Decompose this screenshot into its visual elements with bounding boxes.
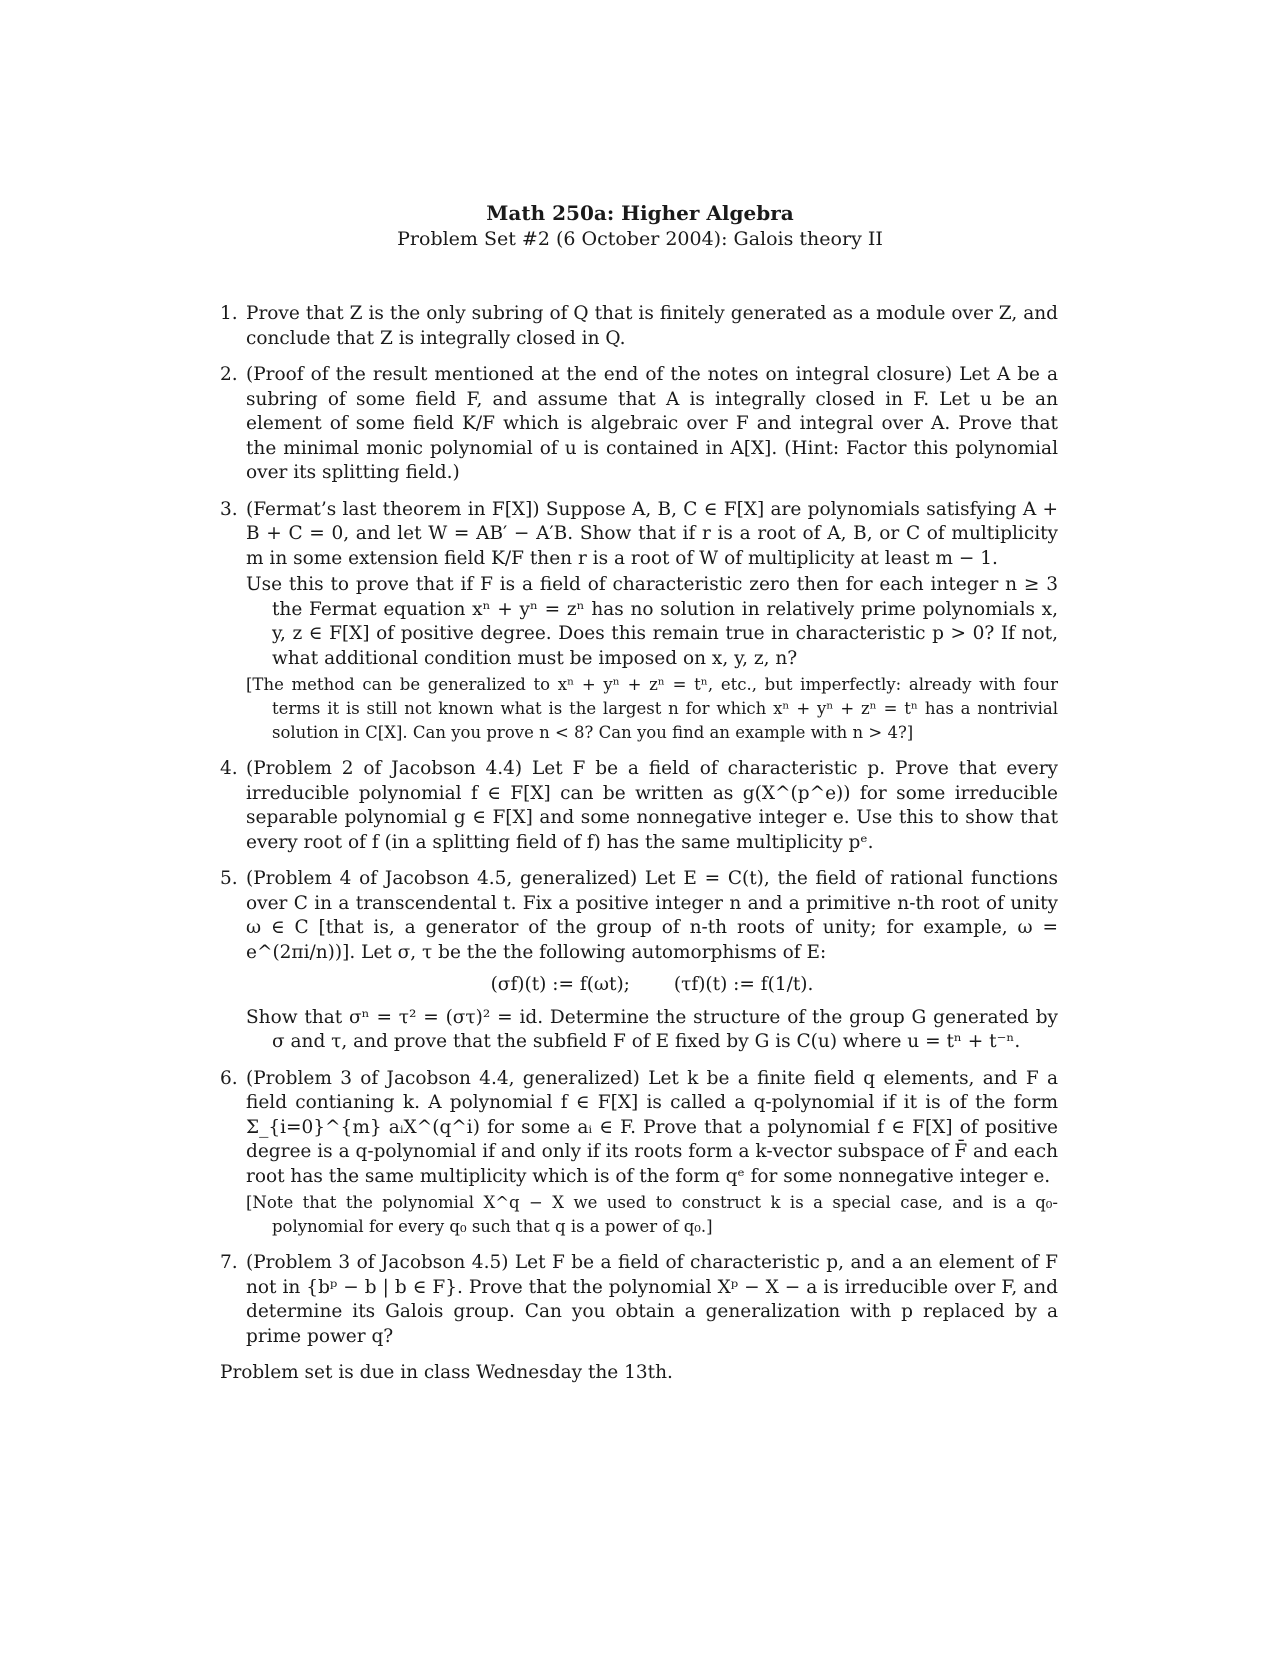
problem-5: [220, 867, 1058, 1055]
problem-text: (Problem 3 of Jacobson 4.5) Let F be a field of characteristic p, and a an element of F not in {bᵖ − b | b ∈ F}. Prove that the polynomial Xᵖ − X − a is irreducible over F, and determine its Galois group. Can you obtain a generalization with p replaced by a prime power q?: [246, 1252, 1058, 1347]
course-title: Math 250a: Higher Algebra: [486, 201, 794, 225]
problem-6: [220, 1067, 1058, 1240]
problem-text: (Fermat’s last theorem in F[X]) Suppose A, B, C ∈ F[X] are polynomials satisfying A + B + C = 0, and let W = AB′ − A′B. Show that if r is a root of A, B, or C of multiplicity m in some extension field K/F then r is a root of W of multiplicity at least m − 1.: [246, 498, 1058, 569]
problem-note: [Note that the polynomial X^q − X we used to construct k is a special case, and is a q₀-polynomial for every q₀ such that q is a power of q₀.]: [246, 1193, 1058, 1236]
problem-number: 2.: [220, 364, 238, 385]
problem-number: 3.: [220, 498, 238, 520]
problem-text: Prove that Z is the only subring of Q that is finitely generated as a module over Z, and conclude that Z is integrally closed in Q.: [246, 303, 1058, 349]
due-date-note: Problem set is due in class Wednesday the 13th.: [220, 1362, 673, 1383]
problem-1: [220, 302, 1058, 351]
problem-2: [220, 363, 1058, 486]
problem-text: (Problem 3 of Jacobson 4.4, generalized) Let k be a finite field q elements, and F a field contianing k. A polynomial f ∈ F[X] is called a q-polynomial if it is of the form Σ_{i=0}^{m} aᵢX^(q^i) for some aᵢ ∈ F. Prove that a polynomial f ∈ F[X] of positive degree is a q-polynomial if and only if its roots form a k-vector subspace of F̄ and each root has the same multiplicity which is of the form qᵉ for some nonnegative integer e.: [246, 1067, 1058, 1187]
problem-list: [220, 302, 1058, 1386]
problem-continuation: Use this to prove that if F is a field of characteristic zero then for each integer n ≥ 3 the Fermat equation xⁿ + yⁿ = zⁿ has no solution in relatively prime polynomials x, y, z ∈ F[X] of positive degree. Does this remain true in characteristic p > 0? If not, what additional condition must be imposed on x, y, z, n?: [246, 574, 1058, 669]
problem-4: [220, 757, 1058, 855]
problem-3: [220, 498, 1058, 746]
display-equation: [246, 973, 1058, 998]
header: [0, 200, 1280, 252]
problem-note: [The method can be generalized to xⁿ + yⁿ + zⁿ = tⁿ, etc., but imperfectly: already with four terms it is still not known what is the largest n for which xⁿ + yⁿ + zⁿ = tⁿ has a nontrivial solution in C[X]. Can you prove n < 8? Can you find an example with n > 4?]: [246, 675, 1058, 742]
problem-text: (Proof of the result mentioned at the end of the notes on integral closure) Let A be a subring of some field F, and assume that A is integrally closed in F. Let u be an element of some field K/F which is algebraic over F and integral over A. Prove that the minimal monic polynomial of u is contained in A[X]. (Hint: Factor this polynomial over its splitting field.): [246, 364, 1058, 483]
problem-number: 1.: [220, 303, 238, 324]
problem-set-subtitle: Problem Set #2 (6 October 2004): Galois theory II: [397, 228, 883, 250]
sigma-definition: (σf)(t) := f(ωt);: [490, 974, 630, 995]
problem-text: (Problem 2 of Jacobson 4.4) Let F be a field of characteristic p. Prove that every irreducible polynomial f ∈ F[X] can be written as g(X^(p^e)) for some irreducible separable polynomial g ∈ F[X] and some nonnegative integer e. Use this to show that every root of f (in a splitting field of f) has the same multiplicity pᵉ.: [246, 758, 1058, 853]
problem-continuation: Show that σⁿ = τ² = (στ)² = id. Determine the structure of the group G generated by σ and τ, and prove that the subfield F of E fixed by G is C(u) where u = tⁿ + t⁻ⁿ.: [246, 1006, 1058, 1052]
problem-number: 6.: [220, 1067, 238, 1089]
problem-number: 5.: [220, 868, 238, 889]
tau-definition: (τf)(t) := f(1/t).: [673, 974, 814, 995]
problem-number: 7.: [220, 1252, 238, 1273]
problem-text: (Problem 4 of Jacobson 4.5, generalized) Let E = C(t), the field of rational functions over C in a transcendental t. Fix a positive integer n and a primitive n-th root of unity ω ∈ C [that is, a generator of the group of n-th roots of unity; for example, ω = e^(2πi/n))]. Let σ, τ be the the following automorphisms of E:: [246, 868, 1058, 963]
problem-number: 4.: [220, 758, 238, 779]
problem-7: [220, 1251, 1058, 1349]
